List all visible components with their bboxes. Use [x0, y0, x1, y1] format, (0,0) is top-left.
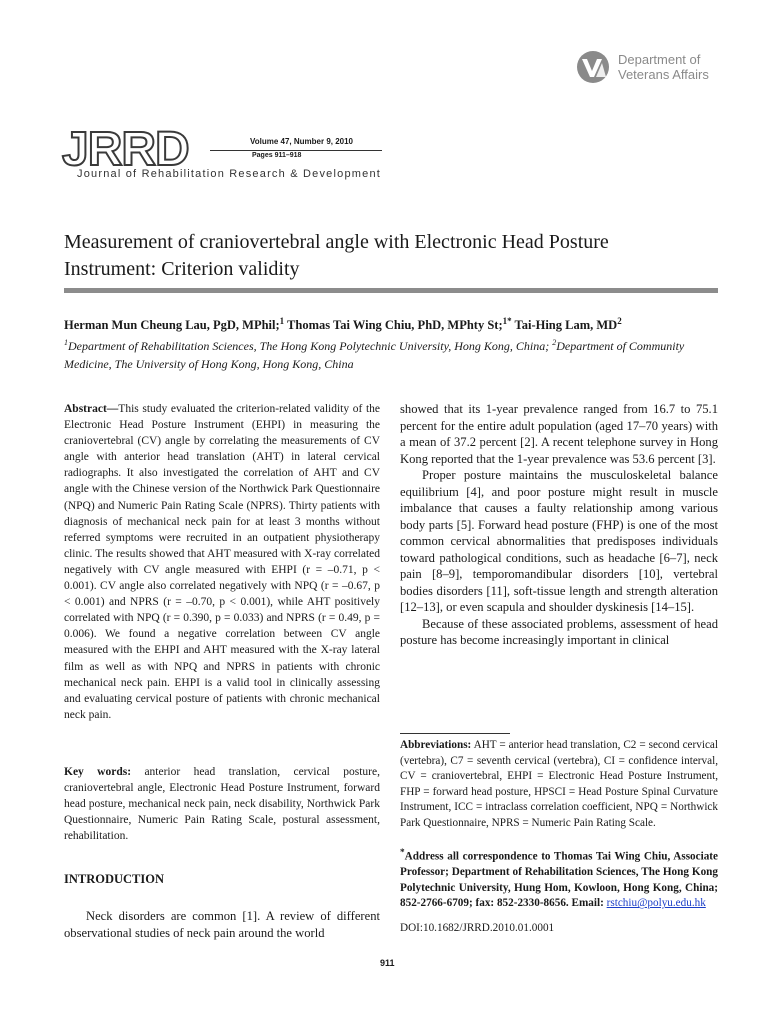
introduction-text: Neck disorders are common [1]. A review of different observational studies of neck pain around the world [64, 909, 380, 940]
correspondence [400, 846, 718, 912]
body-paragraph-1: showed that its 1-year prevalence ranged from 16.7 to 75.1 percent for the entire adult population (aged 17–70 years) with a mean of 37.2 percent [2]. A recent telephone survey in Hong Kong reported that the 1-year prevalence was 53.6 percent [3]. [400, 402, 718, 466]
affiliations [64, 334, 724, 373]
abstract-text: This study evaluated the criterion-related validity of the Electronic Head Posture Instrument (EHPI) in measuring the craniovertebral (CV) angle by correlating the measurements of CV angle with anterior head translation (AHT) in lateral cervical radiographs. It also investigated the correlation of AHT and CV angle with the Chinese version of the Northwick Park Questionnaire (NPQ) and Numeric Pain Rating Scale (NPRS). Thirty patients with diagnosis of mechanical neck pain for at least 3 months without referred symptoms were recruited in an outpatient physiotherapy clinic. The results showed that AHT measured with X-ray correlated negatively with CV angle measured with EHPI (r = –0.71, p < 0.001). CV angle also correlated negatively with NPQ (r = –0.67, p < 0.001) and NPRS (r = –0.70, p < 0.001), while AHT positively correlated with NPQ (r = 0.390, p = 0.033) and NPRS (r = 0.49, p = 0.006). We found a negative correlation between CV angle measured with the EHPI and AHT measured with the X-ray lateral film as well as with NPQ and NPRS in patients with chronic mechanical neck pain. EHPI is a valid tool in clinically assessing and evaluating cervical posture of patients with chronic mechanical neck pain. [64, 403, 380, 721]
body-paragraph-2: Proper posture maintains the musculoskeletal balance equilibrium [4], and poor posture might result in muscle imbalance that causes a faulty relationship among various body parts [5]. Forward head posture (FHP) is one of the most common cervical abnormalities that predisposes individuals toward pathological conditions, such as headache [6–7], neck pain [8–9], temporomandibular disorders [10], vertebral bodies disorders [11], soft-tissue length and strength alteration [12–13], or even scapula and shoulder dyskinesis [14–15]. [400, 468, 718, 614]
abbreviations-label: Abbreviations: [400, 739, 472, 751]
author-1: Herman Mun Cheung Lau, PgD, MPhil; [64, 318, 280, 333]
journal-name: Journal of Rehabilitation Research & Development [77, 168, 382, 180]
body-paragraph-3: Because of these associated problems, assessment of head posture has become increasingly important in clinical [400, 616, 718, 647]
correspondence-star: * [400, 848, 405, 858]
va-line-2: Veterans Affairs [618, 67, 709, 82]
author-3: Tai-Hing Lam, MD [514, 318, 618, 333]
keywords [64, 764, 380, 844]
page-number: 911 [380, 958, 395, 968]
volume-info: Volume 47, Number 9, 2010 [250, 137, 354, 146]
abbreviations-text: AHT = anterior head translation, C2 = second cervical (vertebra), C7 = seventh cervical (vertebra), CI = confidence interval, CV = craniovertebral, EHPI = Electronic Head Posture Instrument, FHP = forward head posture, HPSCI = Head Posture Spinal Curvature Instrument, ICC = intraclass correlation coefficient, NPQ = Northwick Park Questionnaire, NPRS = Numeric Pain Rating Scale. [400, 739, 718, 829]
affil-2: Department of Community Medicine, The University of Hong Kong, Hong Kong, China [64, 339, 685, 371]
email-link[interactable]: rstchiu@polyu.edu.hk [606, 897, 706, 910]
authors [64, 316, 724, 333]
affil-1: Department of Rehabilitation Sciences, The Hong Kong Polytechnic University, Hong Kong, China; [68, 339, 553, 353]
va-logo-icon [576, 50, 610, 84]
author-1-sup: 1 [279, 316, 285, 326]
doi: DOI:10.1682/JRRD.2010.01.0001 [400, 922, 555, 934]
author-3-sup: 2 [617, 316, 622, 326]
affil-2-sup: 2 [552, 338, 557, 347]
keywords-label: Key words: [64, 766, 132, 778]
abbreviations [400, 738, 718, 831]
affil-1-sup: 1 [64, 338, 68, 347]
va-logo [576, 50, 716, 86]
body-right-column [400, 401, 718, 649]
jrrd-logo: JRRD [62, 123, 189, 176]
article-title: Measurement of craniovertebral angle with Electronic Head Posture Instrument: Criterion validity [64, 231, 609, 280]
introduction-heading: INTRODUCTION [64, 872, 165, 886]
va-line-1: Department of [618, 52, 701, 67]
pages-info: Pages 911–918 [252, 152, 302, 159]
author-2: Thomas Tai Wing Chiu, PhD, MPhty St; [287, 318, 503, 333]
keywords-text: anterior head translation, cervical posture, craniovertebral angle, Electronic Head Posture Instrument, forward head posture, mechanical neck pain, neck disability, Northwick Park Questionnaire, Numeric Pain Rating Scale, postural assessment, rehabilitation. [64, 766, 380, 843]
footnote-rule [400, 733, 510, 734]
author-2-sup: 1* [502, 316, 512, 326]
abstract-label: Abstract— [64, 403, 119, 415]
masthead-rule [210, 150, 382, 151]
abstract [64, 401, 380, 723]
title-rule [64, 288, 718, 293]
correspondence-text: Address all correspondence to Thomas Tai Wing Chiu, Associate Professor; Department of Rehabilitation Sciences, The Hong Kong Polytechnic University, Hung Hom, Kowloon, Hong Kong, China; 852-2766-6709; fax: 852-2330-8656. Email: [400, 850, 718, 910]
